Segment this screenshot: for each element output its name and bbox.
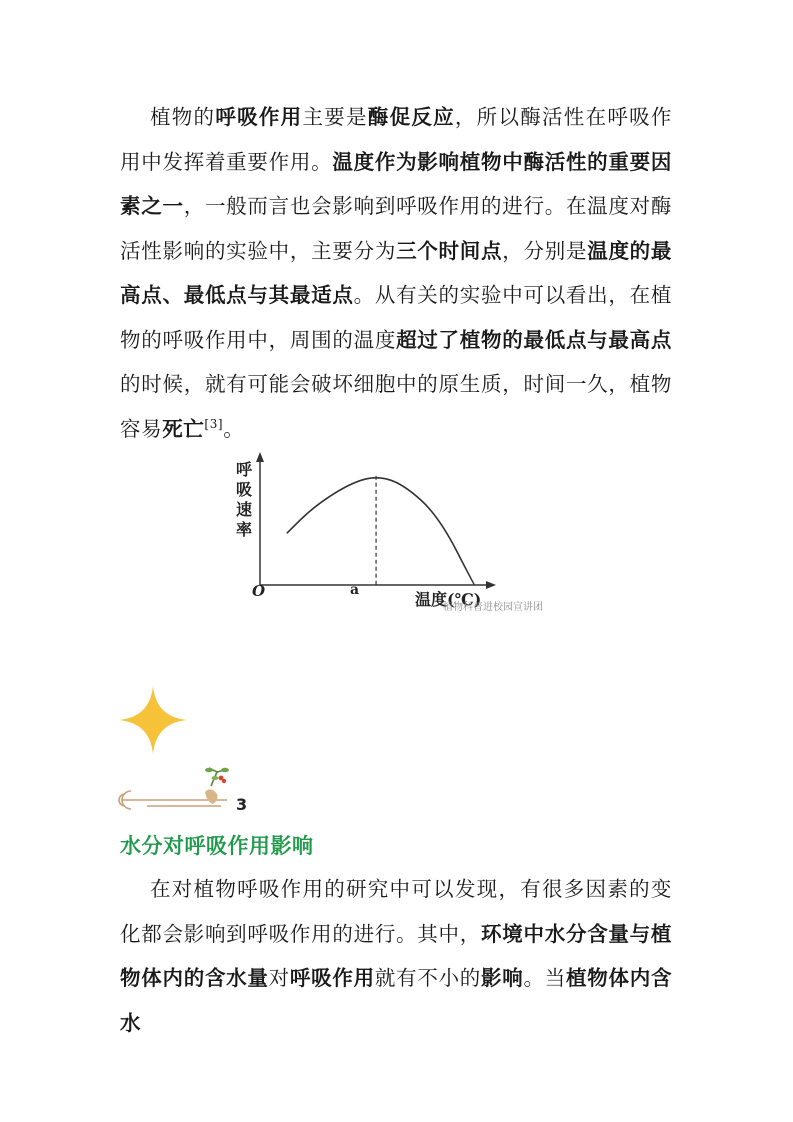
peak-tick-label: a — [350, 582, 360, 598]
x-axis-arrow — [486, 581, 496, 589]
respiration-curve — [287, 478, 475, 585]
bold-run: 温度作为影响植物中酶活性的重要因素之一 — [120, 149, 672, 218]
citation-ref: [3] — [204, 416, 224, 431]
bold-run: 三个时间点 — [396, 238, 503, 263]
ginseng-ornament-icon — [117, 764, 237, 814]
y-axis-arrow — [256, 452, 264, 462]
origin-label: O — [252, 582, 266, 600]
bold-run: 影响 — [481, 966, 524, 990]
watermark-text: 植物科普进校园宣讲团 — [443, 602, 543, 613]
x-axis-label: 温度(℃) — [415, 590, 482, 609]
text-run: ，分别是 — [502, 238, 588, 263]
bold-run: 植物体内含水 — [120, 966, 673, 1035]
bold-run: 酶促反应 — [367, 105, 455, 129]
section-title: 水分对呼吸作用影响 — [120, 834, 314, 858]
text-run: ，一般而言也会影响到呼吸作用的进行。在温度对酶活性影响的实验中，主要分为 — [120, 194, 672, 263]
section-number: 3 — [236, 795, 248, 814]
text-run: 就有不小的 — [374, 966, 482, 990]
bold-run: 呼吸作用 — [289, 966, 375, 990]
text-run: 对 — [268, 966, 290, 990]
text-run: 的时候，就有可能会破坏细胞中的原生质，时间一久，植物容易 — [120, 372, 672, 441]
text-run: 在对植物呼吸作用的研究中可以发现，有很多因素的变化都会影响到呼吸作用的进行。其中， — [120, 877, 672, 946]
text-run: ，所以酶活性在呼吸作用中发挥着重要作用。 — [120, 105, 672, 174]
text-run: 。 — [223, 416, 245, 441]
bold-run: 死亡 — [162, 416, 205, 441]
paragraph-water-effect — [120, 867, 672, 1045]
text-run: 主要是 — [302, 105, 368, 129]
text-run: 。从有关的实验中可以看出，在植物的呼吸作用中，周围的温度 — [120, 283, 672, 352]
respiration-rate-chart — [230, 450, 600, 630]
bold-run: 超过了植物的最低点与最高点 — [396, 327, 672, 352]
sparkle-star-icon — [119, 686, 187, 754]
text-run: 植物的 — [150, 105, 216, 129]
bold-run: 温度的最高点、最低点与其最适点 — [120, 238, 673, 307]
bold-run: 环境中水分含量与植物体内的含水量 — [120, 921, 673, 990]
paragraph-enzyme-temperature — [120, 95, 672, 451]
bold-run: 呼吸作用 — [215, 105, 303, 129]
y-axis-label: 呼吸速率 — [236, 460, 253, 539]
text-run: 。当 — [523, 966, 567, 990]
